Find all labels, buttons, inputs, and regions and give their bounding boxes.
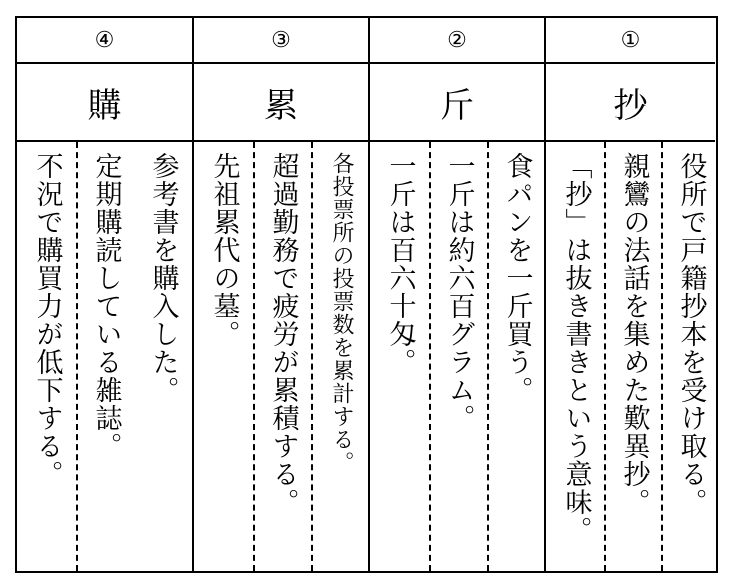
kanji-practice-table: [15, 16, 718, 573]
sentence-strip: [18, 142, 76, 571]
sentence-area: [370, 142, 544, 571]
column-3: [192, 18, 368, 571]
kanji-heading: 累: [194, 64, 368, 142]
example-sentence: 食パンを一斤買う。: [501, 152, 533, 404]
example-sentence: 各投票所の投票数を累計する。: [329, 152, 354, 474]
example-sentence: 超過勤務で疲労が累積する。: [267, 152, 299, 516]
sentence-strip: [661, 142, 719, 571]
column-number: ①: [546, 18, 715, 64]
column-number: ②: [370, 18, 544, 64]
kanji-heading: 購: [17, 64, 192, 142]
example-sentence: 不況で購買力が低下する。: [31, 152, 63, 488]
sentence-strip: [76, 142, 134, 571]
sentence-strip: [429, 142, 487, 571]
example-sentence: 「抄」は抜き書きという意味。: [560, 152, 592, 544]
kanji-heading: 斤: [370, 64, 544, 142]
column-1: [544, 18, 715, 571]
sentence-area: [194, 142, 368, 571]
sentence-strip: [253, 142, 311, 571]
kanji-heading: 抄: [546, 64, 715, 142]
sentence-area: [546, 142, 715, 571]
sentence-strip: [371, 142, 429, 571]
example-sentence: 役所で戸籍抄本を受け取る。: [675, 152, 707, 516]
sentence-strip: [134, 142, 192, 571]
sentence-strip: [604, 142, 662, 571]
example-sentence: 定期購読している雑誌。: [90, 152, 122, 460]
example-sentence: 参考書を購入した。: [147, 152, 179, 404]
column-2: [368, 18, 544, 571]
example-sentence: 一斤は約六百グラム。: [443, 152, 475, 432]
example-sentence: 親鸞の法話を集めた歎異抄。: [618, 152, 650, 516]
column-4: [17, 18, 192, 571]
sentence-strip: [547, 142, 605, 571]
sentence-strip: [195, 142, 253, 571]
example-sentence: 一斤は百六十匁。: [384, 152, 416, 376]
sentence-strip: [487, 142, 545, 571]
column-number: ④: [17, 18, 192, 64]
sentence-strip: [311, 142, 369, 571]
sentence-area: [17, 142, 192, 571]
example-sentence: 先祖累代の墓。: [208, 152, 240, 348]
column-number: ③: [194, 18, 368, 64]
